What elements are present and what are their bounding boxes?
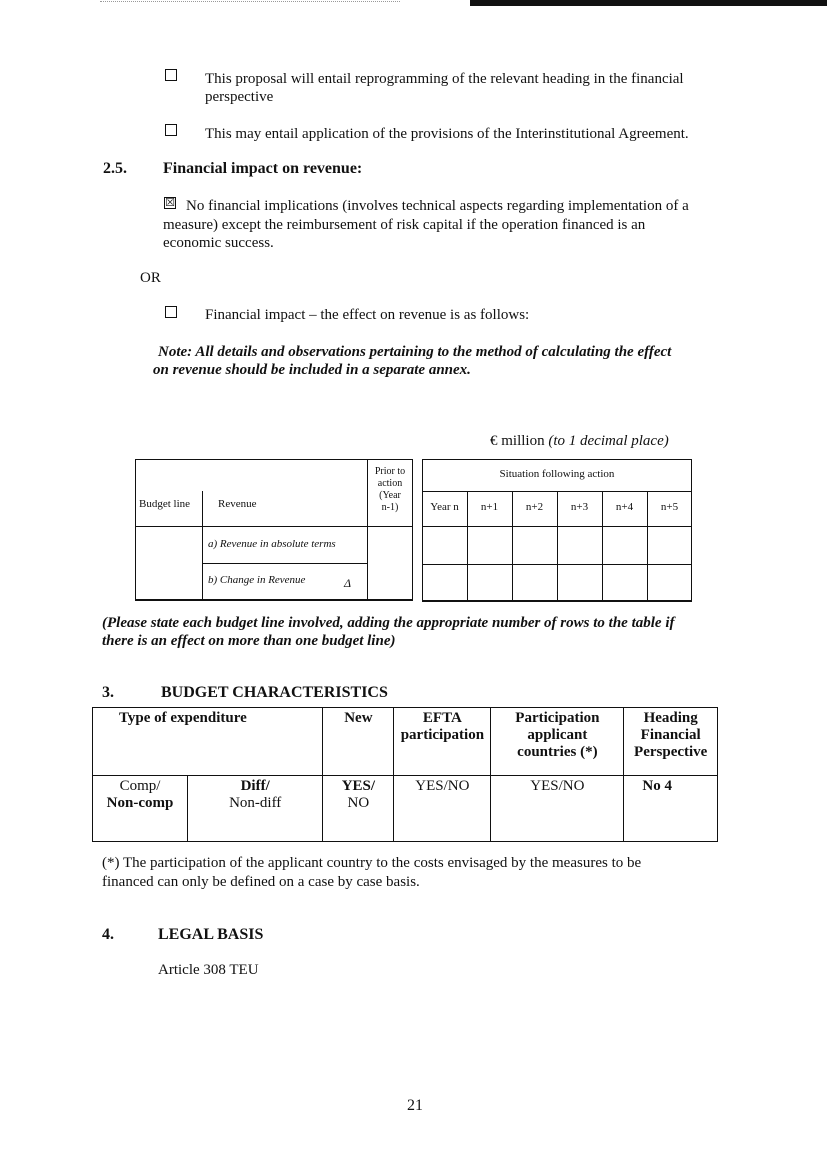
heading-header (624, 708, 718, 776)
budget-line-header: Budget line (139, 498, 191, 510)
no-implications-line2: measure) except the reimbursement of risk capital if the operation financed is an (163, 217, 646, 233)
year-n: Year n (430, 501, 459, 513)
prior-l3: (Year (379, 490, 401, 501)
year-n5: n+5 (660, 501, 679, 513)
diff-l1: Diff/ (240, 778, 270, 794)
no-implications-line1: No financial implications (involves technical aspects regarding implementation of a (186, 198, 689, 214)
participation-header-l3: countries (*) (517, 744, 598, 760)
unit-italic: (to 1 decimal place) (548, 433, 669, 449)
heading-header-l3: Perspective (634, 744, 708, 760)
prior-l4: n-1) (381, 502, 399, 513)
heading-cell: No 4 (624, 776, 718, 842)
row-b-label: b) Change in Revenue (208, 574, 306, 586)
efta-header (394, 708, 491, 776)
budget-characteristics-table (92, 707, 718, 842)
reprogramming-line1: This proposal will entail reprogramming of the relevant heading in the financial (205, 71, 684, 87)
interinstitutional-text: This may entail application of the provisions of the Interinstitutional Agreement. (205, 126, 689, 142)
financial-impact-text: Financial impact – the effect on revenue is as follows: (205, 307, 530, 323)
prior-to-action-header (368, 466, 412, 514)
checkbox-interinstitutional[interactable] (165, 124, 177, 136)
checkbox-financial-impact[interactable] (165, 306, 177, 318)
section-4-title: LEGAL BASIS (158, 926, 264, 943)
participation-cell: YES/NO (491, 776, 624, 842)
efta-cell: YES/NO (394, 776, 491, 842)
page-number: 21 (407, 1097, 423, 1114)
new-cell (323, 776, 394, 842)
reprogramming-line2: perspective (205, 89, 274, 105)
heading-header-l2: Financial (640, 727, 701, 743)
efta-header-l1: EFTA (422, 710, 462, 726)
footnote-line1: (*) The participation of the applicant country to the costs envisaged by the measures to be (102, 855, 642, 871)
note-line1: Note: All details and observations pertaining to the method of calculating the effect (158, 344, 672, 360)
year-n1: n+1 (480, 501, 499, 513)
scan-artifact (100, 1, 400, 4)
prior-l2: action (377, 478, 403, 489)
checkbox-reprogramming[interactable] (165, 69, 177, 81)
checkbox-no-financial-implications[interactable]: ☒ (165, 196, 175, 209)
or-label: OR (140, 270, 161, 286)
year-n2: n+2 (525, 501, 544, 513)
participation-header-l1: Participation (515, 710, 600, 726)
heading-header-l1: Heading (643, 710, 698, 726)
new-l1: YES/ (341, 778, 376, 794)
section-3-title: BUDGET CHARACTERISTICS (161, 684, 388, 701)
section-3-number: 3. (102, 684, 114, 701)
section-2-5-number: 2.5. (103, 160, 127, 177)
prior-l1: Prior to (374, 466, 406, 477)
footnote-line2: financed can only be defined on a case by case basis. (102, 874, 420, 890)
participation-header-l2: applicant (527, 727, 588, 743)
year-n3: n+3 (570, 501, 589, 513)
new-l2: NO (347, 795, 370, 811)
no-implications-line3: economic success. (163, 235, 274, 251)
efta-header-l2: participation (400, 727, 485, 743)
unit-label (490, 432, 669, 450)
please-note-line2: there is an effect on more than one budget line) (102, 633, 396, 649)
comp-cell (93, 776, 188, 842)
diff-cell (188, 776, 323, 842)
please-note-line1: (Please state each budget line involved, adding the appropriate number of rows to the table if (102, 615, 675, 631)
note-line2: on revenue should be included in a separate annex. (153, 362, 471, 378)
delta-symbol: Δ (344, 576, 352, 590)
section-2-5-title: Financial impact on revenue: (163, 160, 363, 177)
scan-edge-bar (470, 0, 827, 6)
participation-header (491, 708, 624, 776)
comp-l2: Non-comp (106, 795, 174, 811)
diff-l2: Non-diff (229, 795, 282, 811)
comp-l1: Comp/ (119, 778, 161, 794)
legal-basis-text: Article 308 TEU (158, 962, 259, 978)
year-n4: n+4 (615, 501, 634, 513)
situation-header: Situation following action (499, 468, 615, 480)
section-4-number: 4. (102, 926, 114, 943)
type-of-expenditure-header: Type of expenditure (93, 708, 323, 776)
unit-prefix: € million (490, 433, 549, 449)
row-a-label: a) Revenue in absolute terms (208, 538, 336, 550)
new-header: New (323, 708, 394, 776)
revenue-header: Revenue (218, 498, 257, 510)
